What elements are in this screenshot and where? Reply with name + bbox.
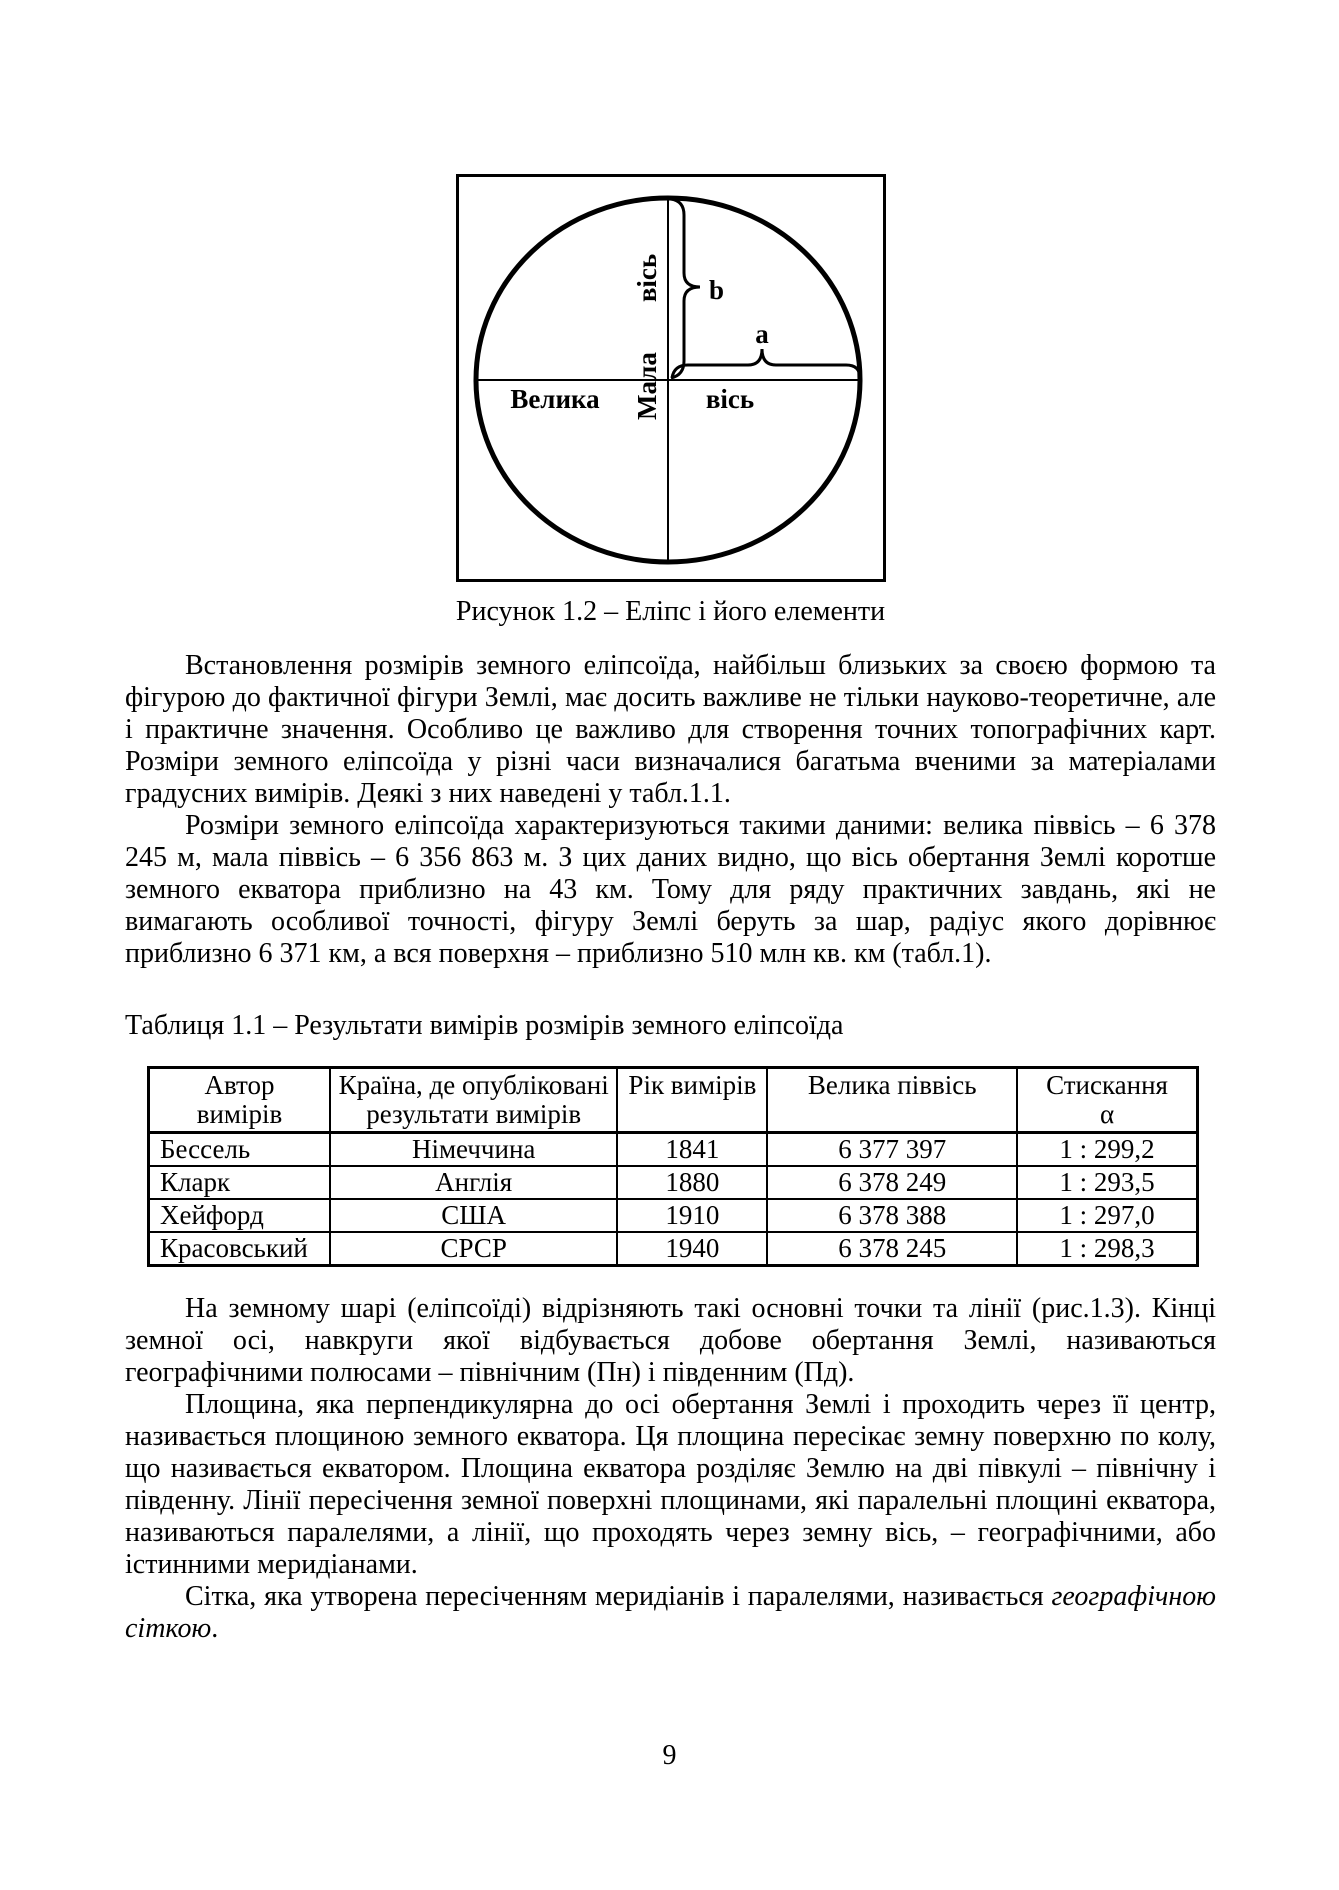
page-content: [125, 0, 1216, 1645]
paragraph-4: Площина, яка перпендикулярна до осі обертання Землі і проходить через її центр, називається площиною земного екватора. Ця площина пересікає земну поверхню по колу, що називається екватором. Площина екватора розділяє Землю на дві півкулі – північну і південну. Лінії пересічення земної поверхні площинами, які паралельні площині екватора, називаються паралелями, а лінії, що проходять через земну вісь, – географічними, або істинними меридіанами.: [125, 1389, 1216, 1580]
header-year-line1: Рік вимірів: [628, 1070, 757, 1100]
cell-semi-major: 6 378 388: [767, 1199, 1017, 1232]
table-row: [149, 1199, 1198, 1232]
header-country-line1: Країна, де опубліковані: [338, 1070, 609, 1100]
header-semi-major-line1: Велика піввісь: [807, 1070, 977, 1100]
table-row: [149, 1133, 1198, 1167]
major-axis-label-word1: Велика: [509, 384, 600, 414]
cell-country: СРСР: [330, 1232, 617, 1266]
semi-minor-brace: [671, 199, 700, 378]
cell-author: Красовський: [149, 1232, 330, 1266]
cell-author: Хейфорд: [149, 1199, 330, 1232]
header-flattening: [1017, 1068, 1197, 1133]
ellipse-figure: [456, 174, 886, 582]
paragraph-5-text: Сітка, яка утворена пересіченням меридіанів і паралелями, називається: [185, 1581, 1052, 1612]
table-row: [149, 1232, 1198, 1266]
header-author-line1: Автор: [204, 1070, 275, 1100]
minor-axis-label-word2: вісь: [631, 253, 662, 303]
paragraph-5-tail: .: [211, 1613, 219, 1644]
table-caption: Таблиця 1.1 – Результати вимірів розмірів земного еліпсоїда: [125, 1010, 844, 1041]
header-country: [330, 1068, 617, 1133]
cell-flattening: 1 : 293,5: [1017, 1166, 1197, 1199]
cell-semi-major: 6 377 397: [767, 1133, 1017, 1167]
cell-flattening: 1 : 297,0: [1017, 1199, 1197, 1232]
cell-semi-major: 6 378 245: [767, 1232, 1017, 1266]
paragraph-1: Встановлення розмірів земного еліпсоїда, найбільш близьких за своєю формою та фігурою до фактичної фігури Землі, має досить важливе не тільки науково-теоретичне, але і практичне значення. Особливо це важливо для створення точних топографічних карт. Розміри земного еліпсоїда у різні часи визначалися багатьма вченими за матеріалами градусних вимірів. Деякі з них наведені у табл.1.1.: [125, 650, 1216, 809]
table-header-row: [149, 1068, 1198, 1133]
cell-semi-major: 6 378 249: [767, 1166, 1017, 1199]
paragraph-3: На земному шарі (еліпсоїді) відрізняють такі основні точки та лінії (рис.1.3). Кінці земної осі, навкруги якої відбувається добове обертання Землі, називаються географічними полюсами – північним (Пн) і південним (Пд).: [125, 1293, 1216, 1388]
paragraph-5: [125, 1581, 1216, 1645]
major-axis-label-word2: вісь: [705, 384, 754, 414]
cell-country: Німеччина: [330, 1133, 617, 1167]
page-number: 9: [662, 1740, 677, 1771]
header-author-line2: вимірів: [196, 1099, 283, 1129]
cell-author: Бессель: [149, 1133, 330, 1167]
header-country-line2: результати вимірів: [366, 1099, 582, 1129]
table-row: [149, 1166, 1198, 1199]
cell-year: 1841: [617, 1133, 767, 1167]
figure-caption: Рисунок 1.2 – Еліпс і його елементи: [455, 596, 886, 627]
minor-axis-label-word1: Мала: [631, 352, 662, 420]
header-flattening-line1: Стискання: [1046, 1070, 1168, 1100]
cell-author: Кларк: [149, 1166, 330, 1199]
ellipse-diagram: [459, 177, 883, 579]
cell-year: 1910: [617, 1199, 767, 1232]
semi-major-brace: [672, 349, 860, 378]
paragraph-5-italic-term: географічною сіткою: [125, 1581, 1216, 1644]
ellipsoid-measurements-table: [147, 1066, 1199, 1267]
cell-year: 1880: [617, 1166, 767, 1199]
header-author: [149, 1068, 330, 1133]
header-semi-major: [767, 1068, 1017, 1133]
header-flattening-line2: α: [1099, 1099, 1115, 1129]
cell-flattening: 1 : 299,2: [1017, 1133, 1197, 1167]
semi-minor-label: b: [708, 275, 724, 305]
cell-year: 1940: [617, 1232, 767, 1266]
cell-country: Англія: [330, 1166, 617, 1199]
paragraph-2: Розміри земного еліпсоїда характеризуються такими даними: велика піввісь – 6 378 245 м, мала піввісь – 6 356 863 м. З цих даних видно, що вісь обертання Землі коротше земного екватора приблизно на 43 км. Тому для ряду практичних завдань, які не вимагають особливої точності, фігуру Землі беруть за шар, радіус якого дорівнює приблизно 6 371 км, а вся поверхня – приблизно 510 млн кв. км (табл.1).: [125, 810, 1216, 969]
cell-flattening: 1 : 298,3: [1017, 1232, 1197, 1266]
semi-major-label: a: [754, 319, 769, 349]
cell-country: США: [330, 1199, 617, 1232]
header-year: [617, 1068, 767, 1133]
